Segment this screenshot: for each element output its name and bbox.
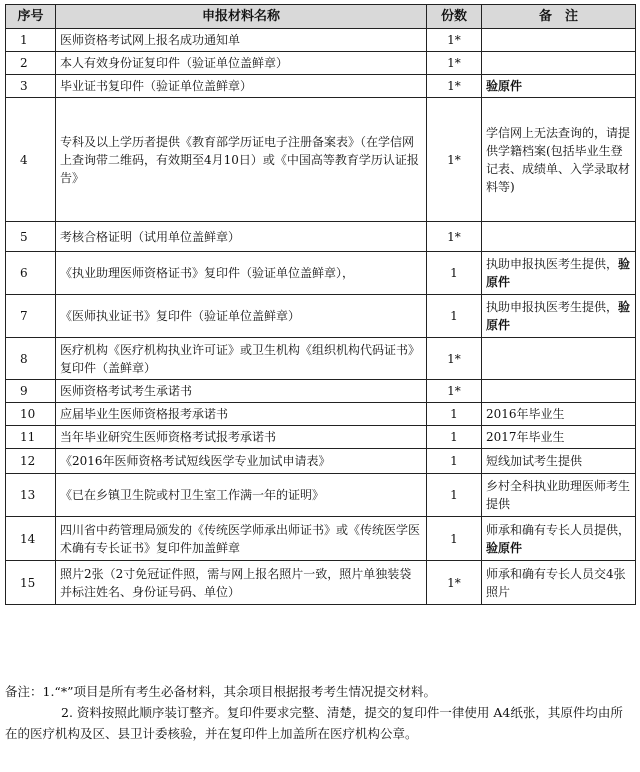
table-header-row bbox=[6, 5, 636, 29]
row-number: 13 bbox=[6, 474, 56, 517]
row-number: 4 bbox=[6, 98, 56, 222]
remark-cell bbox=[482, 403, 636, 426]
remark-text: 学信网上无法查询的，请提供学籍档案(包括毕业生登记表、成绩单、入学录取材料等) bbox=[486, 125, 631, 194]
table-row bbox=[6, 474, 636, 517]
material-name: 本人有效身份证复印件（验证单位盖鲜章） bbox=[56, 52, 427, 75]
remark-cell bbox=[482, 252, 636, 295]
copies-count: 1* bbox=[427, 222, 482, 252]
table-row bbox=[6, 29, 636, 52]
copies-count: 1* bbox=[427, 75, 482, 98]
row-number: 12 bbox=[6, 449, 56, 474]
copies-count: 1 bbox=[427, 426, 482, 449]
remark-text: 短线加试考生提供 bbox=[486, 454, 583, 468]
remark-emphasis: 验原件 bbox=[486, 257, 631, 289]
table-row bbox=[6, 338, 636, 380]
copies-count: 1 bbox=[427, 403, 482, 426]
table-row bbox=[6, 98, 636, 222]
row-number: 3 bbox=[6, 75, 56, 98]
material-name: 照片2张（2寸免冠证件照，需与网上报名照片一致，照片单独装袋并标注姓名、身份证号码、单位） bbox=[56, 561, 427, 605]
remark-text: 师承和确有专长人员提供， bbox=[486, 522, 631, 537]
row-number: 10 bbox=[6, 403, 56, 426]
table-row bbox=[6, 295, 636, 338]
remark-text: 乡村全科执业助理医师考生提供 bbox=[486, 479, 631, 511]
remark-text: 2016年毕业生 bbox=[486, 407, 565, 421]
material-name: 应届毕业生医师资格报考承诺书 bbox=[56, 403, 427, 426]
copies-count: 1* bbox=[427, 338, 482, 380]
remark-emphasis: 验原件 bbox=[486, 300, 631, 332]
remark-cell bbox=[482, 98, 636, 222]
material-name: 考核合格证明（试用单位盖鲜章） bbox=[56, 222, 427, 252]
table-row bbox=[6, 403, 636, 426]
remark-cell bbox=[482, 380, 636, 403]
materials-document bbox=[5, 4, 635, 605]
material-name: 《执业助理医师资格证书》复印件（验证单位盖鲜章）， bbox=[56, 252, 427, 295]
table-row bbox=[6, 561, 636, 605]
material-name: 《已在乡镇卫生院或村卫生室工作满一年的证明》 bbox=[56, 474, 427, 517]
table-row bbox=[6, 52, 636, 75]
remark-cell bbox=[482, 517, 636, 561]
materials-table bbox=[5, 4, 636, 605]
table-row bbox=[6, 517, 636, 561]
copies-count: 1* bbox=[427, 98, 482, 222]
table-row bbox=[6, 252, 636, 295]
header-no: 序号 bbox=[6, 5, 56, 29]
material-name: 医师资格考试考生承诺书 bbox=[56, 380, 427, 403]
note-line-1: 备注：1.“*”项目是所有考生必备材料，其余项目根据报考考生情况提交材料。 bbox=[5, 684, 436, 699]
copies-count: 1 bbox=[427, 252, 482, 295]
remark-cell bbox=[482, 52, 636, 75]
note-line-2: 2. 资料按照此顺序装订整齐。复印件要求完整、清楚，提交的复印件一律使用 A4纸张，其原件均由所在的医疗机构及区、县卫计委核验，并在复印件上加盖所在医疗机构公章。 bbox=[5, 705, 623, 741]
remark-emphasis: 验原件 bbox=[486, 79, 523, 93]
header-name: 申报材料名称 bbox=[56, 5, 427, 29]
table-row bbox=[6, 222, 636, 252]
row-number: 6 bbox=[6, 252, 56, 295]
copies-count: 1 bbox=[427, 474, 482, 517]
copies-count: 1* bbox=[427, 29, 482, 52]
remark-text: 执助申报执医考生提供， bbox=[486, 257, 619, 271]
remark-text: 2017年毕业生 bbox=[486, 430, 565, 444]
remark-cell bbox=[482, 338, 636, 380]
remark-cell bbox=[482, 449, 636, 474]
remark-cell bbox=[482, 426, 636, 449]
header-remark: 备 注 bbox=[482, 5, 636, 29]
material-name: 医疗机构《医疗机构执业许可证》或卫生机构《组织机构代码证书》复印件（盖鲜章） bbox=[56, 338, 427, 380]
copies-count: 1* bbox=[427, 380, 482, 403]
row-number: 2 bbox=[6, 52, 56, 75]
remark-cell bbox=[482, 75, 636, 98]
material-name: 四川省中药管理局颁发的《传统医学师承出师证书》或《传统医学医术确有专长证书》复印件加盖鲜章 bbox=[56, 517, 427, 561]
material-name: 当年毕业研究生医师资格考试报考承诺书 bbox=[56, 426, 427, 449]
table-row bbox=[6, 426, 636, 449]
table-row bbox=[6, 380, 636, 403]
table-body bbox=[6, 29, 636, 605]
row-number: 14 bbox=[6, 517, 56, 561]
remark-text: 执助申报执医考生提供， bbox=[486, 300, 619, 314]
copies-count: 1 bbox=[427, 295, 482, 338]
row-number: 7 bbox=[6, 295, 56, 338]
row-number: 5 bbox=[6, 222, 56, 252]
copies-count: 1 bbox=[427, 449, 482, 474]
remark-cell bbox=[482, 295, 636, 338]
row-number: 15 bbox=[6, 561, 56, 605]
material-name: 医师资格考试网上报名成功通知单 bbox=[56, 29, 427, 52]
row-number: 8 bbox=[6, 338, 56, 380]
remark-text: 师承和确有专长人员交4张照片 bbox=[486, 566, 626, 599]
material-name: 《医师执业证书》复印件（验证单位盖鲜章） bbox=[56, 295, 427, 338]
row-number: 9 bbox=[6, 380, 56, 403]
row-number: 11 bbox=[6, 426, 56, 449]
material-name: 专科及以上学历者提供《教育部学历证电子注册备案表》（在学信网上查询带二维码，有效期至4月10日）或《中国高等教育学历认证报告》 bbox=[56, 98, 427, 222]
table-row bbox=[6, 449, 636, 474]
copies-count: 1* bbox=[427, 561, 482, 605]
remark-cell bbox=[482, 29, 636, 52]
material-name: 毕业证书复印件（验证单位盖鲜章） bbox=[56, 75, 427, 98]
copies-count: 1* bbox=[427, 52, 482, 75]
remark-cell bbox=[482, 474, 636, 517]
remark-emphasis: 验原件 bbox=[486, 540, 523, 555]
remark-cell bbox=[482, 561, 636, 605]
remark-cell bbox=[482, 222, 636, 252]
table-row bbox=[6, 75, 636, 98]
row-number: 1 bbox=[6, 29, 56, 52]
notes-section bbox=[5, 681, 633, 744]
copies-count: 1 bbox=[427, 517, 482, 561]
header-qty: 份数 bbox=[427, 5, 482, 29]
material-name: 《2016年医师资格考试短线医学专业加试申请表》 bbox=[56, 449, 427, 474]
